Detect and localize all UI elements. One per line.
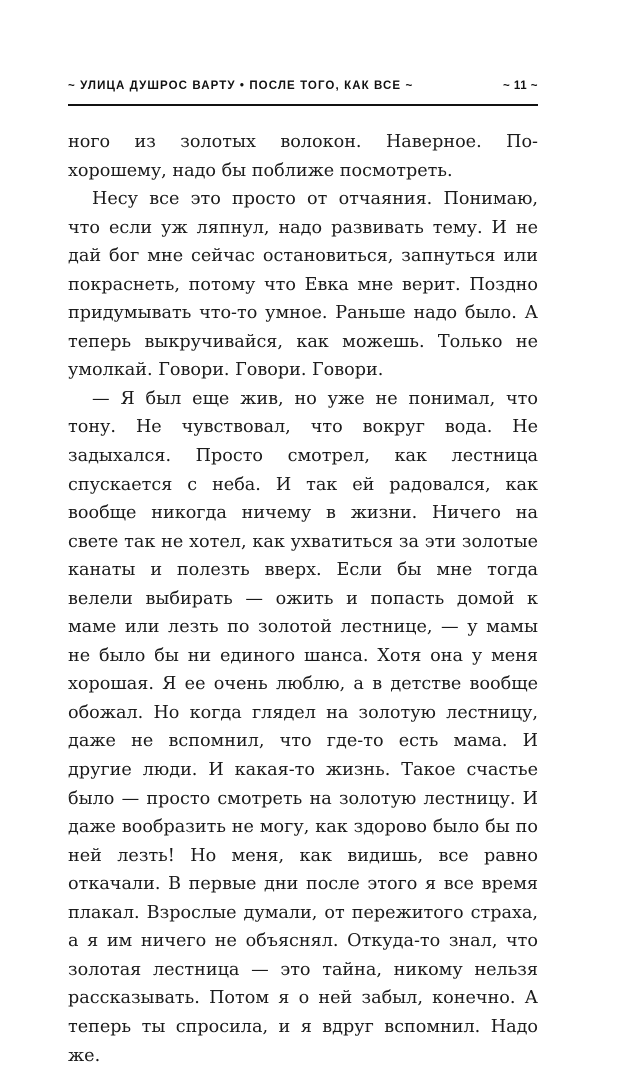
- paragraph-continuation: ного из золотых волокон. Наверное. По-хорошему, надо бы поближе посмотреть.: [68, 132, 538, 181]
- running-title: ~ УЛИЦА ДУШРОС ВАРТУ • ПОСЛЕ ТОГО, КАК ВСЕ ~: [68, 80, 414, 92]
- paragraph: Несу все это просто от отчаяния. Понимаю, что если уж ляпнул, надо развивать тему. И не дай бог мне сейчас остановиться, запнуться или покраснеть, потому что Евка мне верит. Поздно придумывать что-то умное. Раньше надо было. А теперь выкручивайся, как можешь. Только не умолкай. Говори. Говори. Говори.: [68, 189, 538, 381]
- running-header: [68, 78, 538, 106]
- paragraph-dialogue: — Я был еще жив, но уже не понимал, что тону. Не чувствовал, что вокруг вода. Не задыхался. Просто смотрел, как лестница спускается с неба. И так ей радовался, как вообще никогда ничему в жизни. Ничего на свете так не хотел, как ухватиться за эти золотые канаты и полезть вверх. Если бы мне тогда велели выбирать — ожить и попасть домой к маме или лезть по золотой лестнице, — у мамы не было бы ни единого шанса. Хотя она у меня хорошая. Я ее очень люблю, а в детстве вообще обожал. Но когда глядел на золотую лестницу, даже не вспомнил, что где-то есть мама. И другие люди. И какая-то жизнь. Такое счастье было — просто смотреть на золотую лестницу. И даже вообразить не могу, как здорово было бы по ней лезть! Но меня, как видишь, все равно откачали. В первые дни после этого я все время плакал. Взрослые думали, от пережитого страха, а я им ничего не объяснял. Откуда-то знал, что золотая лестница — это тайна, никому нельзя рассказывать. Потом я о ней забыл, конечно. А теперь ты спросила, и я вдруг вспомнил. Надо же.: [68, 388, 538, 1066]
- body-text: [68, 128, 538, 1070]
- page-number: ~ 11 ~: [503, 80, 538, 92]
- header-divider: [68, 104, 538, 106]
